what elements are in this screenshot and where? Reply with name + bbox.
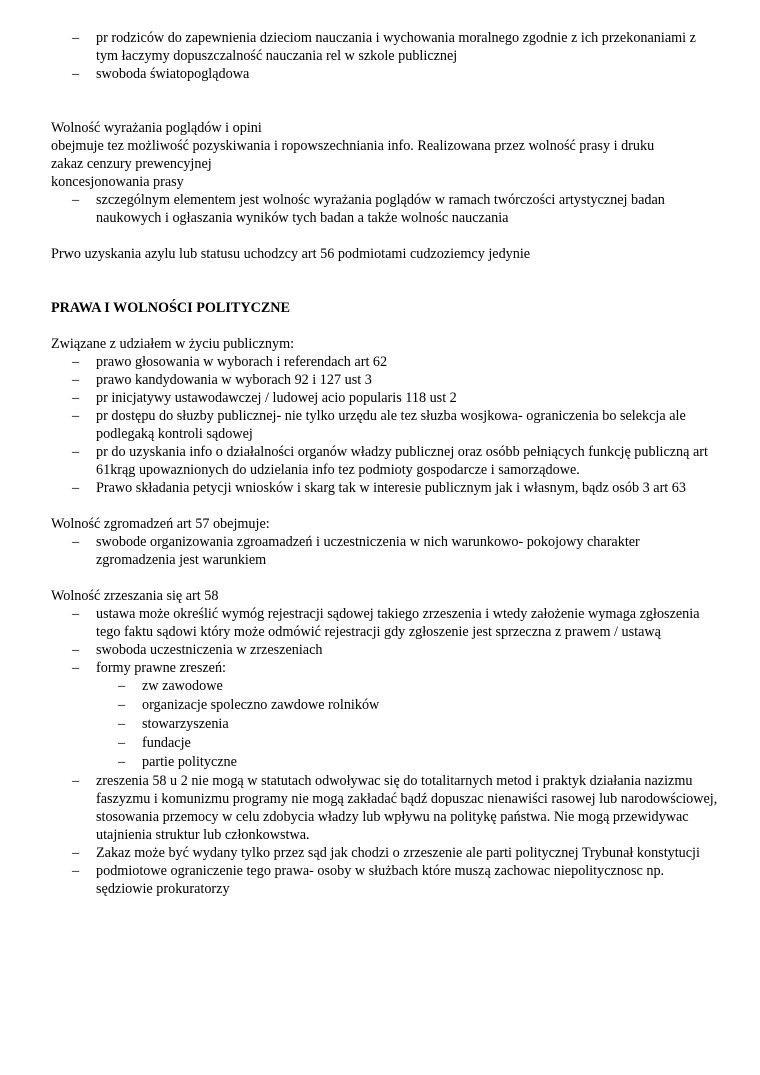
list-item: – pr inicjatywy ustawodawczej / ludowej acio popularis 118 ust 2: [51, 389, 721, 407]
text-line: koncesjonowania prasy: [51, 174, 184, 190]
list-item: – pr dostępu do słuzby publicznej- nie tylko urzędu ale tez słuzba wosjkowa- ograniczenia bo selekcja ale podlegaką kontroli sądowej: [51, 407, 721, 443]
wolnosc-wyrazania-list: [51, 191, 721, 227]
polityczne-list: [51, 353, 721, 497]
zrzeszania-list: [51, 605, 721, 898]
sublist-item: – partie polityczne: [96, 753, 721, 771]
list-item: – pr do uzyskania info o działalności organów władzy publicznej oraz osóbb pełniących funkcję publiczną art 61krąg upowaznionych do udzielania info tez podmioty gospodarcze i samorządowe.: [51, 443, 721, 479]
list-item: – Prawo składania petycji wniosków i skarg tak w interesie publicznym jak i własnym, bądz osób 3 art 63: [51, 479, 721, 497]
list-item: – Zakaz może być wydany tylko przez sąd jak chodzi o zrzeszenie ale parti politycznej Trybunał konstytucji: [51, 844, 721, 862]
list-item: – pr rodziców do zapewnienia dzieciom nauczania i wychowania moralnego zgodnie z ich przekonaniami z tym łaczymy dopuszczalność nauczania rel w szkole publicznej: [51, 29, 721, 65]
sublist-item: – fundacje: [96, 734, 721, 752]
list-item: – prawo kandydowania w wyborach 92 i 127 ust 3: [51, 371, 721, 389]
list-item-formy: [51, 659, 721, 771]
list-item: – ustawa może określić wymóg rejestracji sądowej takiego zrzeszenia i wtedy założenie wymaga zgłoszenia tego faktu sądowi który może odmówić rejestracji gdy zgłoszenie jest sprzeczna z prawem / ustawą: [51, 605, 721, 641]
list-item: – szczególnym elementem jest wolnośc wyrażania poglądów w ramach twórczości artystycznej badan naukowych i ogłaszania wyników tych badan a także wolnośc nauczania: [51, 191, 721, 227]
text-line: obejmuje tez możliwość pozyskiwania i ropowszechniania info. Realizowana przez wolność prasy i druku: [51, 138, 655, 154]
list-item: – swoboda światopoglądowa: [51, 65, 721, 83]
sublist-item: – zw zawodowe: [96, 677, 721, 695]
list-item: – swoboda uczestniczenia w zrzeszeniach: [51, 641, 721, 659]
top-list: [51, 29, 721, 83]
zgromadzen-list: [51, 533, 721, 569]
wolnosc-wyrazania-title: Wolność wyrażania poglądów i opini: [51, 120, 262, 136]
list-item: – zreszenia 58 u 2 nie mogą w statutach odwoływac się do totalitarnych metod i praktyk działania nazizmu faszyzmu i komunizmu programy nie mogą zakładać bądź dopuszac nienawiści rasowej lub narodowściowej, stosowania przemocy w celu zdobycia władzy lub wpływu na politykę państwa. Nie mogą przewidywac utajnienia struktur lub członkowstwa.: [51, 772, 721, 844]
polityczne-intro: Związane z udziałem w życiu publicznym:: [51, 336, 295, 352]
zrzeszania-title: Wolność zrzeszania się art 58: [51, 588, 219, 604]
sublist-item: – organizacje spoleczno zawdowe rolników: [96, 696, 721, 714]
document-page: [51, 29, 721, 898]
azyl-paragraph: Prwo uzyskania azylu lub statusu uchodzcy art 56 podmiotami cudzoziemcy jedynie: [51, 246, 531, 262]
list-item: – podmiotowe ograniczenie tego prawa- osoby w służbach które muszą zachowac niepolitycznosc np. sędziowie prokuratorzy: [51, 862, 721, 898]
sublist-item: – stowarzyszenia: [96, 715, 721, 733]
list-item: – swobode organizowania zgroamadzeń i uczestniczenia w nich warunkowo- pokojowy charakter zgromadzenia jest warunkiem: [51, 533, 721, 569]
section-heading: PRAWA I WOLNOŚCI POLITYCZNE: [51, 300, 291, 316]
formy-sublist: [96, 677, 721, 771]
zgromadzen-title: Wolność zgromadzeń art 57 obejmuje:: [51, 516, 270, 532]
formy-label: formy prawne zreszeń:: [96, 660, 226, 676]
text-line: zakaz cenzury prewencyjnej: [51, 156, 212, 172]
list-item: – prawo głosowania w wyborach i referendach art 62: [51, 353, 721, 371]
